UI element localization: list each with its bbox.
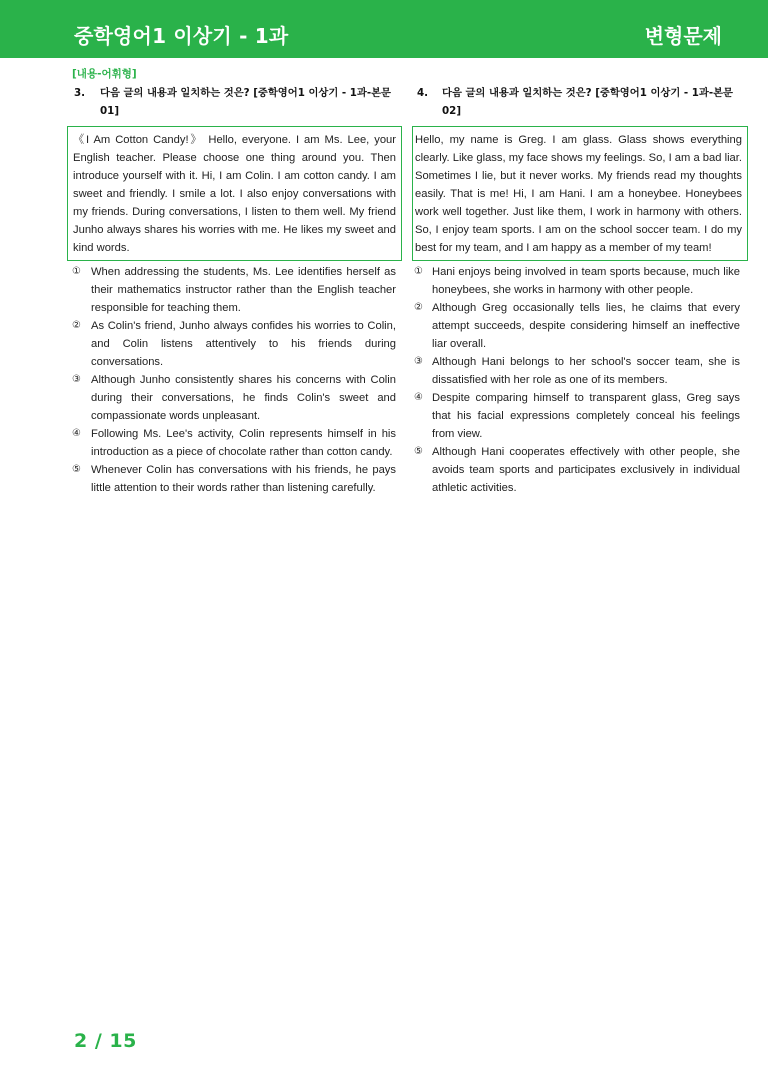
option-text: Whenever Colin has conversations with his friends, he pays little attention to their words rather than listening carefully. [91,464,396,494]
option-text: Hani enjoys being involved in team sports because, much like honeybees, she works in harmony with other people. [432,266,740,296]
header-type-label: 변형문제 [644,24,722,48]
option-text: Although Junho consistently shares his concerns with Colin during their conversations, he finds Colin's sweet and compassionate words unpleasant. [91,374,396,422]
option-text: Although Greg occasionally tells lies, he claims that every attempt succeeds, despite considering himself an ineffective liar overall. [432,302,740,350]
question-4-option-1[interactable] [414,263,740,299]
question-4-option-5[interactable] [414,443,740,497]
question-4-options [414,263,740,497]
option-mark: ⑤ [414,446,423,457]
option-text: Although Hani belongs to her school's soccer team, she is dissatisfied with her role as one of its members. [432,356,740,386]
question-3-option-3[interactable] [72,371,396,425]
option-mark: ④ [72,428,81,439]
option-text: When addressing the students, Ms. Lee identifies herself as their mathematics instructor rather than the English teacher responsible for teaching them. [91,266,396,314]
category-label: [내용-어휘형] [72,68,137,80]
question-4-option-3[interactable] [414,353,740,389]
question-3-option-4[interactable] [72,425,396,461]
option-text: Despite comparing himself to transparent glass, Greg says that his facial expressions completely conceal his feelings from view. [432,392,740,440]
option-text: Although Hani cooperates effectively with other people, she avoids team sports and participates exclusively in individual athletic activities. [432,446,740,494]
option-mark: ③ [72,374,81,385]
question-4-heading [414,84,740,120]
question-4-option-4[interactable] [414,389,740,443]
question-3-heading [72,84,396,120]
option-mark: ③ [414,356,423,367]
question-3-passage: 《I Am Cotton Candy!》 Hello, everyone. I am Ms. Lee, your English teacher. Please choose one thing around you. Then introduce yourself with it. Hi, I am Colin. I am cotton candy. I am sweet and friendly. I smile a lot. I also enjoy conversations with my friends. During conversations, I listen to them well. My friend Junho always shares his worries with me. He likes my sweet and kind words. [67,126,402,261]
page-number: 2 / 15 [74,1030,137,1052]
question-3-option-5[interactable] [72,461,396,497]
option-mark: ⑤ [72,464,81,475]
header-title: 중학영어1 이상기 - 1과 [74,24,289,48]
question-3-option-1[interactable] [72,263,396,317]
question-3-column [72,66,396,497]
option-mark: ④ [414,392,423,403]
question-3-options [72,263,396,497]
option-text: Following Ms. Lee's activity, Colin represents himself in his introduction as a piece of chocolate rather than cotton candy. [91,428,396,458]
option-mark: ① [414,266,423,277]
question-4-column [414,66,740,497]
option-text: As Colin's friend, Junho always confides his worries to Colin, and Colin listens attentively to his friends during conversations. [91,320,396,368]
question-3-option-2[interactable] [72,317,396,371]
option-mark: ② [72,320,81,331]
option-mark: ② [414,302,423,313]
page-header [0,0,768,58]
question-4-passage: Hello, my name is Greg. I am glass. Glass shows everything clearly. Like glass, my face shows my feelings. So, I am a bad liar. Sometimes I lie, but it never works. My friends read my thoughts easily. That is me! Hi, I am Hani. I am a honeybee. Honeybees work well together. Just like them, I work in harmony with others. So, I enjoy team sports. I am on the school soccer team. I do my best for my team, and I am happy as a member of my team! [412,126,748,261]
question-4-option-2[interactable] [414,299,740,353]
question-4-number: 4. [417,87,429,99]
question-4-prompt: 다음 글의 내용과 일치하는 것은? [중학영어1 이상기 - 1과-본문 02] [442,87,734,117]
question-3-prompt: 다음 글의 내용과 일치하는 것은? [중학영어1 이상기 - 1과-본문 01] [100,87,392,117]
question-3-number: 3. [74,87,86,99]
option-mark: ① [72,266,81,277]
